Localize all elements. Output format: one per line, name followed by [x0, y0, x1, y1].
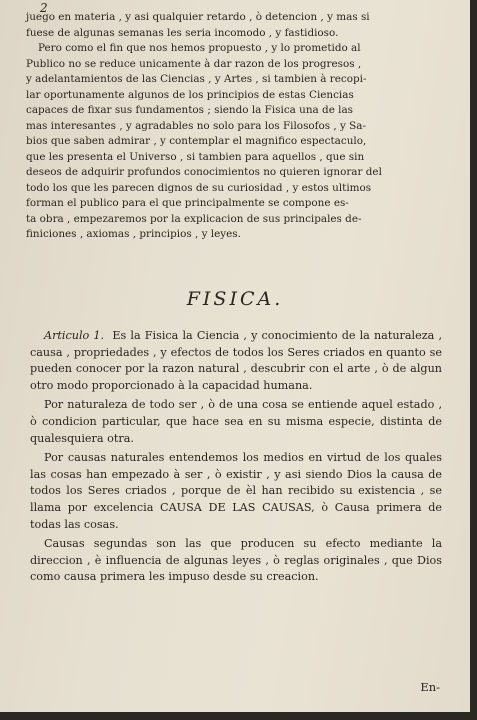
intro-text — [26, 10, 444, 243]
intro-line: y adelantamientos de las Ciencias , y Artes , si tambien à recopi- — [26, 73, 367, 85]
intro-line: que les presenta el Universo , si tambien para aquellos , que sin — [26, 150, 365, 163]
paragraph: Por naturaleza de todo ser , ò de una cosa se entiende aquel estado , ò condicion particular, que hace sea en su misma especie, distinta de qualesquiera otra. — [30, 398, 442, 445]
intro-line: forman el publico para el que principalmente se compone es- — [26, 197, 349, 209]
intro-line: mas interesantes , y agradables no solo para los Filosofos , y Sa- — [26, 119, 366, 132]
intro-line: fuese de algunas semanas les seria incomodo , y fastidioso. — [26, 26, 339, 39]
paragraph-text: Es la Fisica la Ciencia , y conocimiento de la naturaleza , causa , propriedades , y efectos de todos los Seres criados en quanto se pueden conocer por la razon natural , descubrir con el arte , ò de algun otro modo proporcionado à la capacidad humana. — [30, 329, 442, 392]
section-heading: FISICA. — [186, 288, 284, 310]
paragraph — [30, 328, 442, 394]
page-number: 2 — [40, 1, 48, 15]
intro-line: lar oportunamente algunos de los principios de estas Ciencias — [26, 88, 354, 101]
intro-line: capaces de fixar sus fundamentos ; siendo la Fisica una de las — [26, 104, 353, 116]
article-label: Articulo 1. — [44, 329, 105, 342]
intro-line: Pero como el fin que nos hemos propuesto , y lo prometido al — [38, 42, 361, 54]
paragraph: Por causas naturales entendemos los medios en virtud de los quales las cosas han empezado à ser , ò existir , y asi siendo Dios la causa de todos los Seres criados , porque de èl han recibido su existencia , se llama por excelencia CAUSA DE LAS CAUSAS, ò Causa primera de todas las cosas. — [30, 451, 442, 531]
intro-line: bios que saben admirar , y contemplar el magnifico espectaculo, — [26, 135, 367, 147]
intro-line: juego en materia , y asi qualquier retardo , ò detencion , y mas si — [26, 11, 370, 23]
intro-line: ta obra , empezaremos por la explicacion de sus principales de- — [26, 212, 362, 225]
intro-line: Publico no se reduce unicamente à dar razon de los progresos , — [26, 57, 362, 70]
article-body — [30, 328, 442, 589]
paragraph: Causas segundas son las que producen su efecto mediante la direccion , è influencia de algunas leyes , ò reglas originales , que Dios como causa primera les impuso desde su creacion. — [30, 537, 442, 584]
intro-line: deseos de adquirir profundos conocimientos no quieren ignorar del — [26, 166, 382, 178]
intro-line: finiciones , axiomas , principios , y leyes. — [26, 228, 241, 240]
intro-line: todo los que les parecen dignos de su curiosidad , y estos ultimos — [26, 181, 372, 194]
catchword: En- — [420, 680, 440, 694]
